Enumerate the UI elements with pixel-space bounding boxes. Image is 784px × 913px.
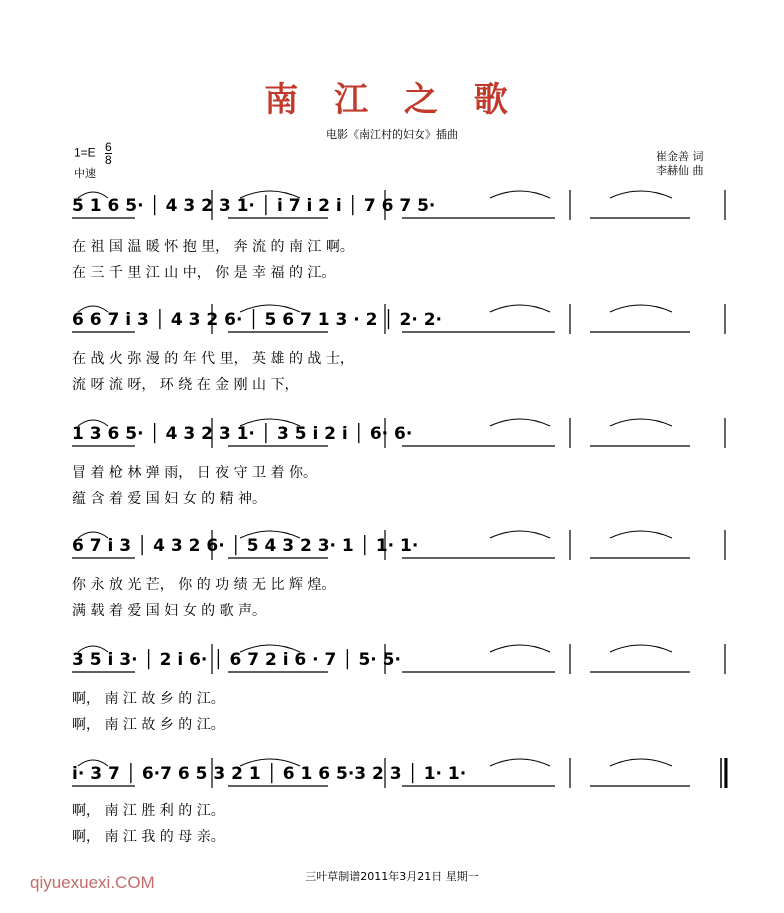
lyric-row-1-verse-1: 在 祖 国 温 暖 怀 抱 里， 奔 流 的 南 江 啊。 [72,239,354,255]
song-title: 南 江 之 歌 [264,80,520,120]
lyric-row-4-verse-1: 你 永 放 光 芒， 你 的 功 绩 无 比 辉 煌。 [72,577,336,593]
notation-row-1: 5 1 6 5· │ 4 3 2 3 1· │ i 7 i 2 i │ 7 6 7 5· [72,196,436,216]
slur [610,645,672,652]
song-subtitle: 电影《南江村的妇女》插曲 [326,128,458,141]
lyric-row-5-verse-2: 啊， 南 江 故 乡 的 江。 [72,717,225,733]
lyricist-credit: 崔金善 词 [656,150,704,163]
tempo-marking: 中速 [74,167,96,180]
composer-credit: 李赫仙 曲 [656,164,704,177]
key-label: 1=E [74,145,96,160]
lyric-row-5-verse-1: 啊， 南 江 故 乡 的 江。 [72,691,225,707]
slur [490,191,550,198]
notation-row-2: 6 6 7 i 3 │ 4 3 2 6· │ 5 6 7 1 3 · 2 │ 2· 2· [72,310,442,330]
site-watermark: qiyuexuexi.COM [30,873,155,892]
slur [490,531,550,538]
slur [490,419,550,426]
lyric-row-1-verse-2: 在 三 千 里 江 山 中， 你 是 幸 福 的 江。 [72,265,336,281]
lyric-row-4-verse-2: 满 载 着 爱 国 妇 女 的 歌 声。 [72,603,267,619]
notation-row-5: 3 5 i 3· │ 2 i 6· │ 6 7 2 i 6 · 7 │ 5· 5· [72,650,401,670]
lyric-row-3-verse-1: 冒 着 枪 林 弹 雨， 日 夜 守 卫 着 你。 [72,465,317,481]
lyric-row-2-verse-1: 在 战 火 弥 漫 的 年 代 里， 英 雄 的 战 士， [72,351,354,367]
notation-row-3: 1 3 6 5· │ 4 3 2 3 1· │ 3 5 i 2 i │ 6· 6· [72,424,413,444]
slur [490,645,550,652]
lyric-row-2-verse-2: 流 呀 流 呀， 环 绕 在 金 刚 山 下， [72,377,299,393]
slur [490,759,550,766]
time-denominator: 8 [105,153,112,167]
lyric-row-3-verse-2: 蕴 含 着 爱 国 妇 女 的 精 神。 [72,491,267,507]
slur [610,191,672,198]
footer-credit: 三叶草制谱2011年3月21日 星期一 [305,870,479,883]
time-numerator: 6 [105,140,112,154]
notation-row-6: i· 3 7 │ 6·7 6 5 3 2 1 │ 6 1 6 5·3 2 3 │ 1· 1· [72,764,467,784]
key-signature [74,141,112,166]
slur [490,305,550,312]
notation-row-4: 6 7 i 3 │ 4 3 2 6· │ 5 4 3 2 3· 1 │ 1· 1· [72,536,419,556]
lyric-row-6-verse-2: 啊， 南 江 我 的 母 亲。 [72,829,225,845]
slur [610,305,672,312]
slur [610,759,672,766]
slur [610,419,672,426]
slur [610,531,672,538]
lyric-row-6-verse-1: 啊， 南 江 胜 利 的 江。 [72,803,225,819]
